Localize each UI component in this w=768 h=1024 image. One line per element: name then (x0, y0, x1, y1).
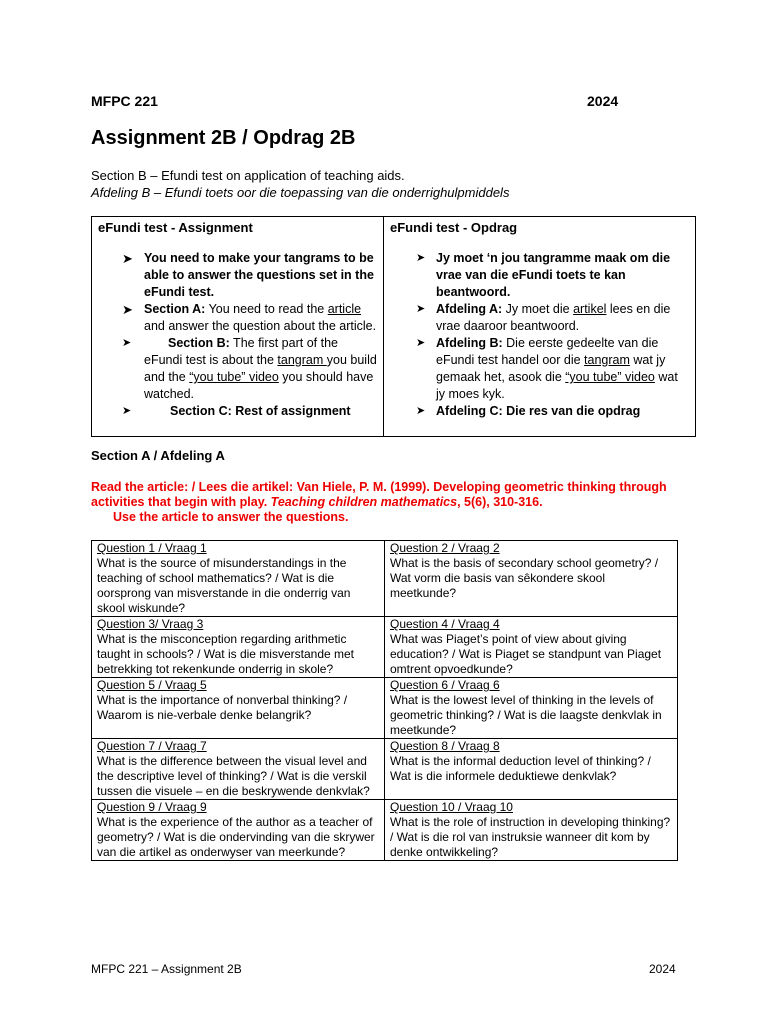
list-item (390, 403, 689, 420)
reading-citation: Read the article: / Lees die artikel: Van Hiele, P. M. (1999). Developing geometric thinking through activities that begin with play. (91, 480, 667, 509)
tangram-link[interactable]: tangram (277, 353, 327, 367)
arrow-bullet-icon: ➤ (416, 252, 426, 264)
question-heading: Question 2 / Vraag 2 (390, 541, 500, 555)
question-heading: Question 9 / Vraag 9 (97, 800, 207, 814)
question-text: What is the role of instruction in developing thinking? / Wat is die rol van instruksie wanneer dit kom by denke ontwikkeling? (390, 815, 671, 859)
question-text: What is the misconception regarding arithmetic taught in schools? / Wat is die misverstande met betrekking tot rekenkunde onderrig in skole? (97, 632, 355, 676)
subtitle-af: Afdeling B – Efundi toets oor die toepassing van die onderrighulpmiddels (91, 185, 510, 200)
question-cell (92, 739, 385, 800)
list-item (390, 335, 689, 403)
section-label: Section A: (144, 302, 206, 316)
subtitle (91, 167, 509, 201)
efundi-opdrag-header: eFundi test - Opdrag (390, 220, 518, 235)
section-label: Afdeling A: (436, 302, 503, 316)
list-item-text: Afdeling C: Die res van die opdrag (436, 404, 641, 418)
list-item-text: lees en die vrae daaroor beantwoord. (436, 302, 671, 333)
question-heading: Question 8 / Vraag 8 (390, 739, 500, 753)
question-text: What is the difference between the visual level and the descriptive level of thinking? / Wat is die verskil tussen die visuele – en die beskrywende denkvlak? (97, 754, 370, 798)
list-item-text: you build and the (144, 353, 377, 384)
footer-left: MFPC 221 – Assignment 2B (91, 962, 242, 976)
list-item-text: You need to make your tangrams to be able to answer the questions set in the eFundi test. (144, 251, 374, 299)
question-heading: Question 3/ Vraag 3 (97, 617, 204, 631)
question-cell (92, 678, 385, 739)
question-cell (92, 617, 385, 678)
efundi-assignment-cell (92, 217, 384, 437)
question-text: What is the source of misunderstandings in the teaching of school mathematics? / Wat is die oorsprong van misverstande in die onderrig van skool wiskunde? (97, 556, 351, 615)
question-heading: Question 5 / Vraag 5 (97, 678, 207, 692)
question-text: What was Piaget’s point of view about giving education? / Wat is Piaget se standpunt van Piaget omtrent opvoedkunde? (390, 632, 662, 676)
question-cell (385, 541, 678, 617)
question-heading: Question 10 / Vraag 10 (390, 800, 513, 814)
section-label: Section B: (168, 336, 230, 350)
subtitle-en: Section B – Efundi test on application of teaching aids. (91, 168, 405, 183)
efundi-table (91, 216, 696, 437)
course-code: MFPC 221 (91, 93, 158, 109)
question-cell (385, 739, 678, 800)
assignment-list (98, 250, 377, 420)
reading-instruction (91, 480, 691, 525)
list-item (98, 250, 377, 301)
questions-table (91, 540, 678, 861)
list-item-text: Jy moet ‘n jou tangramme maak om die vrae van die eFundi toets te kan beantwoord. (436, 251, 671, 299)
artikel-link[interactable]: artikel (573, 302, 607, 316)
journal-name: Teaching children mathematics (270, 495, 458, 509)
question-cell (385, 800, 678, 861)
youtube-video-link[interactable]: “you tube” video (565, 370, 655, 384)
question-heading: Question 7 / Vraag 7 (97, 739, 207, 753)
question-text: What is the basis of secondary school geometry? / Wat vorm die basis van sêkondere skool meetkunde? (390, 556, 659, 600)
list-item-text: wat jy moes kyk. (436, 370, 678, 401)
article-link[interactable]: article (327, 302, 362, 316)
question-heading: Question 1 / Vraag 1 (97, 541, 207, 555)
header-year: 2024 (587, 93, 619, 109)
list-item-text: Die eerste gedeelte van die eFundi test handel oor die (436, 336, 659, 367)
list-item (98, 335, 377, 403)
arrow-bullet-icon: ➤ (122, 337, 132, 349)
list-item (98, 403, 377, 420)
question-cell (92, 541, 385, 617)
list-item-text: you should have watched. (144, 370, 374, 401)
reading-citation-end: , 5(6), 310-316. (457, 495, 543, 509)
list-item-text: wat jy gemaak het, asook die (436, 353, 666, 384)
section-label: Afdeling B: (436, 336, 503, 350)
efundi-assignment-header: eFundi test - Assignment (98, 220, 253, 235)
page-title: Assignment 2B / Opdrag 2B (91, 127, 356, 149)
question-text: What is the importance of nonverbal thinking? / Waarom is nie-verbale denke belangrik? (97, 693, 348, 722)
list-item-text: and answer the question about the article. (144, 319, 377, 333)
question-heading: Question 4 / Vraag 4 (390, 617, 500, 631)
question-text: What is the informal deduction level of thinking? / Wat is die informele deduktiewe denkvlak? (390, 754, 651, 783)
opdrag-list (390, 250, 689, 420)
list-item-text: The first part of the eFundi test is about the (144, 336, 338, 367)
question-text: What is the lowest level of thinking in the levels of geometric thinking? / Wat is die laagste denkvlak in meetkunde? (390, 693, 662, 737)
question-cell (385, 617, 678, 678)
list-item-text: Jy moet die (502, 302, 574, 316)
list-item (390, 301, 689, 335)
use-article-instruction: Use the article to answer the questions. (113, 510, 349, 524)
question-cell (385, 678, 678, 739)
arrow-bullet-icon: ➤ (122, 405, 132, 417)
arrow-bullet-icon: ➤ (416, 303, 426, 315)
youtube-video-link[interactable]: “you tube” video (189, 370, 279, 384)
arrow-bullet-icon: ➤ (122, 302, 133, 317)
arrow-bullet-icon: ➤ (122, 251, 133, 266)
section-a-heading: Section A / Afdeling A (91, 448, 225, 463)
tangram-link[interactable]: tangram (584, 353, 630, 367)
arrow-bullet-icon: ➤ (416, 337, 426, 349)
list-item (390, 250, 689, 301)
footer-year: 2024 (649, 962, 676, 976)
list-item (98, 301, 377, 335)
list-item-text: Section C: Rest of assignment (170, 404, 351, 418)
efundi-opdrag-cell (384, 217, 696, 437)
list-item-text: You need to read the (205, 302, 328, 316)
question-cell (92, 800, 385, 861)
arrow-bullet-icon: ➤ (416, 405, 426, 417)
question-heading: Question 6 / Vraag 6 (390, 678, 500, 692)
question-text: What is the experience of the author as a teacher of geometry? / Wat is die ondervinding van die skrywer van die artikel as onderwyser van meerkunde? (97, 815, 375, 859)
